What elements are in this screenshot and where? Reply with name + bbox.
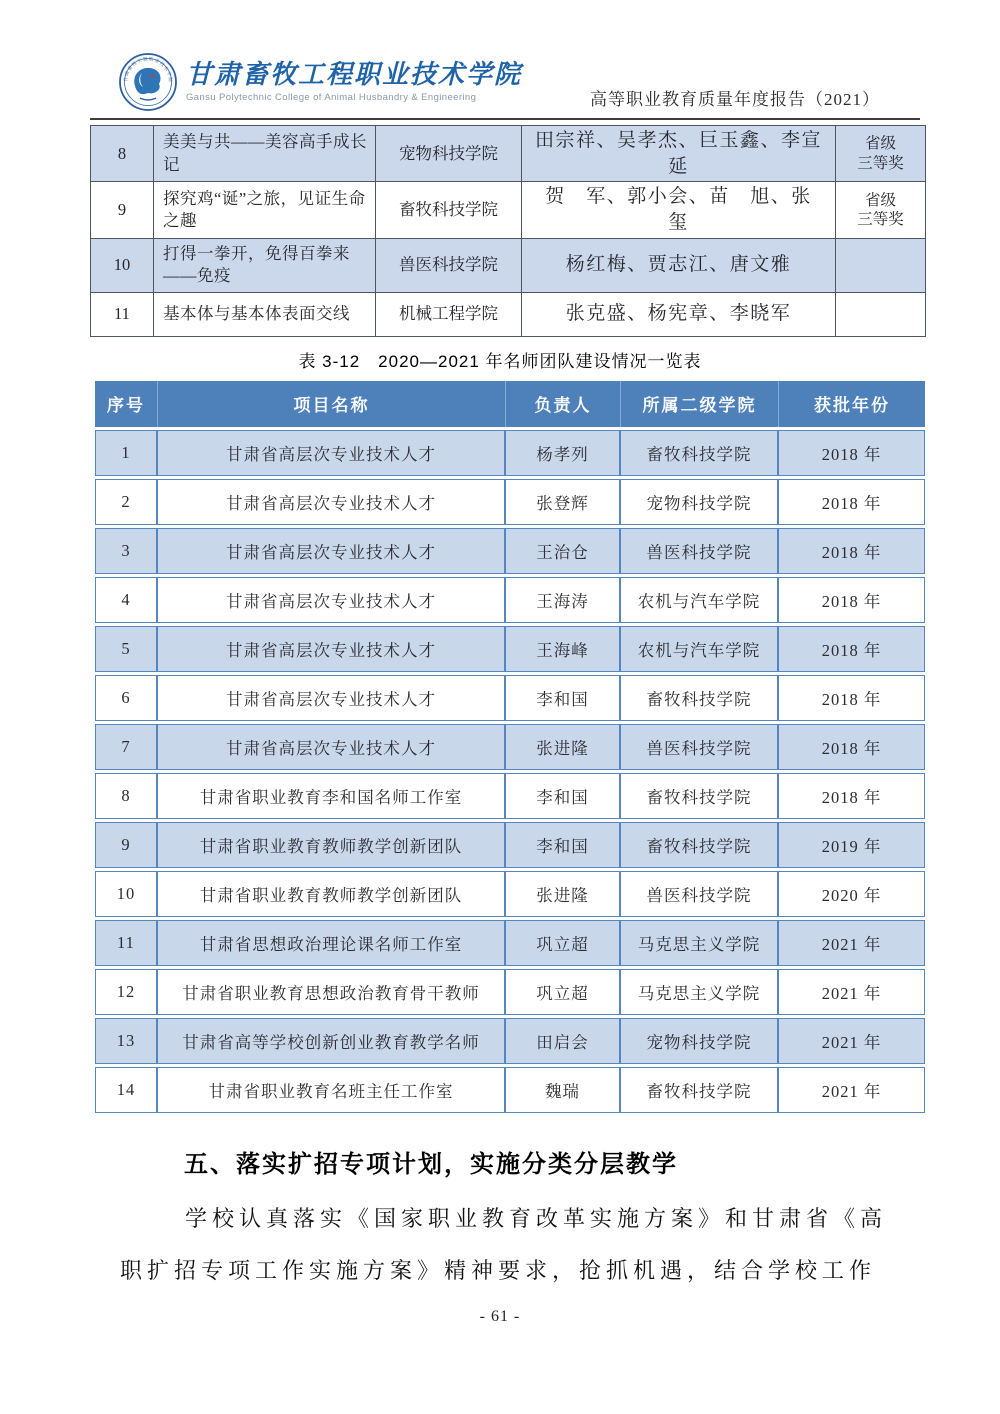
cell-year: 2018 年 (778, 430, 925, 476)
cell-leader: 巩立超 (505, 969, 620, 1015)
cell-college: 马克思主义学院 (620, 920, 778, 966)
cell-seq: 7 (95, 724, 157, 770)
cell-project: 甘肃省高层次专业技术人才 (157, 430, 505, 476)
cell-seq: 8 (91, 126, 154, 182)
cell-college: 畜牧科技学院 (620, 1067, 778, 1113)
team-table-row (95, 920, 925, 966)
cell-award (836, 292, 926, 336)
cell-leader: 张进隆 (505, 871, 620, 917)
cell-college: 宠物科技学院 (620, 479, 778, 525)
cell-college: 畜牧科技学院 (376, 182, 522, 238)
cell-project: 甘肃省职业教育教师教学创新团队 (157, 871, 505, 917)
col-header-leader: 负责人 (505, 381, 620, 427)
team-table-row (95, 626, 925, 672)
team-table-row (95, 479, 925, 525)
cell-college: 兽医科技学院 (620, 871, 778, 917)
cell-leader: 张进隆 (505, 724, 620, 770)
header-divider (90, 118, 920, 120)
cell-title: 基本体与基本体表面交线 (154, 292, 376, 336)
team-table-header-row (95, 381, 925, 427)
award-table (90, 125, 926, 337)
award-table-body (91, 126, 926, 337)
cell-year: 2020 年 (778, 871, 925, 917)
cell-members: 贺 军、郭小会、苗 旭、张 玺 (522, 182, 836, 238)
cell-year: 2018 年 (778, 773, 925, 819)
cell-project: 甘肃省高层次专业技术人才 (157, 626, 505, 672)
award-table-row (91, 238, 926, 292)
award-table-row (91, 292, 926, 336)
cell-college: 畜牧科技学院 (620, 822, 778, 868)
team-table-body (95, 430, 925, 1113)
cell-seq: 10 (95, 871, 157, 917)
cell-leader: 李和国 (505, 773, 620, 819)
team-table-row (95, 1067, 925, 1113)
cell-year: 2018 年 (778, 724, 925, 770)
cell-project: 甘肃省职业教育教师教学创新团队 (157, 822, 505, 868)
col-header-project: 项目名称 (157, 381, 505, 427)
cell-college: 机械工程学院 (376, 292, 522, 336)
paragraph-line-1: 学校认真落实《国家职业教育改革实施方案》和甘肃省《高 (185, 1205, 888, 1231)
cell-seq: 3 (95, 528, 157, 574)
award-table-row (91, 126, 926, 182)
cell-leader: 王治仓 (505, 528, 620, 574)
cell-project: 甘肃省高层次专业技术人才 (157, 479, 505, 525)
cell-project: 甘肃省职业教育李和国名师工作室 (157, 773, 505, 819)
cell-leader: 田启会 (505, 1018, 620, 1064)
cell-seq: 10 (91, 238, 154, 292)
cell-leader: 魏瑞 (505, 1067, 620, 1113)
college-logo (118, 52, 522, 112)
cell-seq: 9 (91, 182, 154, 238)
cell-project: 甘肃省高层次专业技术人才 (157, 528, 505, 574)
cell-college: 农机与汽车学院 (620, 577, 778, 623)
table-caption: 表 3-12 2020—2021 年名师团队建设情况一览表 (298, 351, 702, 371)
svg-text:甘肃畜牧工程职业技术学院: 甘肃畜牧工程职业技术学院 (122, 56, 174, 84)
team-table-row (95, 675, 925, 721)
cell-year: 2021 年 (778, 1018, 925, 1064)
cell-seq: 2 (95, 479, 157, 525)
cell-college: 畜牧科技学院 (620, 773, 778, 819)
cell-seq: 12 (95, 969, 157, 1015)
cell-award (836, 126, 926, 182)
cell-members: 杨红梅、贾志江、唐文雅 (522, 238, 836, 292)
cell-project: 甘肃省高层次专业技术人才 (157, 577, 505, 623)
cell-project: 甘肃省高等学校创新创业教育教学名师 (157, 1018, 505, 1064)
cell-seq: 13 (95, 1018, 157, 1064)
cell-title: 探究鸡“诞”之旅，见证生命之趣 (154, 182, 376, 238)
cell-year: 2019 年 (778, 822, 925, 868)
col-header-seq: 序号 (95, 381, 157, 427)
cell-seq: 4 (95, 577, 157, 623)
cell-seq: 8 (95, 773, 157, 819)
award-line: 三等奖 (857, 154, 904, 172)
cell-year: 2018 年 (778, 479, 925, 525)
cell-year: 2018 年 (778, 675, 925, 721)
team-table-row (95, 822, 925, 868)
team-table-row (95, 871, 925, 917)
cell-members: 田宗祥、吴孝杰、巨玉鑫、李宣延 (522, 126, 836, 182)
cell-college: 农机与汽车学院 (620, 626, 778, 672)
cell-seq: 1 (95, 430, 157, 476)
cell-seq: 5 (95, 626, 157, 672)
col-header-college: 所属二级学院 (620, 381, 778, 427)
team-table-row (95, 528, 925, 574)
cell-year: 2018 年 (778, 577, 925, 623)
cell-title: 美美与共——美容高手成长记 (154, 126, 376, 182)
cell-college: 畜牧科技学院 (620, 675, 778, 721)
team-table-row (95, 724, 925, 770)
report-title: 高等职业教育质量年度报告（2021） (590, 90, 880, 109)
cell-college: 兽医科技学院 (376, 238, 522, 292)
team-table-row (95, 430, 925, 476)
cell-college: 兽医科技学院 (620, 528, 778, 574)
cell-members: 张克盛、杨宪章、李晓军 (522, 292, 836, 336)
college-name-cn: 甘肃畜牧工程职业技术学院 (186, 59, 523, 89)
cell-leader: 李和国 (505, 822, 620, 868)
college-seal-icon (118, 52, 178, 112)
page-number: - 61 - (479, 1308, 521, 1325)
cell-college: 畜牧科技学院 (620, 430, 778, 476)
cell-year: 2021 年 (778, 920, 925, 966)
cell-project: 甘肃省思想政治理论课名师工作室 (157, 920, 505, 966)
cell-project: 甘肃省高层次专业技术人才 (157, 724, 505, 770)
award-line: 三等奖 (857, 210, 904, 228)
cell-year: 2021 年 (778, 969, 925, 1015)
cell-seq: 11 (91, 292, 154, 336)
cell-project: 甘肃省职业教育名班主任工作室 (157, 1067, 505, 1113)
col-header-year: 获批年份 (778, 381, 925, 427)
cell-college: 宠物科技学院 (376, 126, 522, 182)
cell-leader: 王海涛 (505, 577, 620, 623)
cell-leader: 李和国 (505, 675, 620, 721)
team-table-row (95, 577, 925, 623)
cell-award (836, 238, 926, 292)
cell-award (836, 182, 926, 238)
cell-college: 宠物科技学院 (620, 1018, 778, 1064)
cell-year: 2018 年 (778, 626, 925, 672)
team-table-row (95, 1018, 925, 1064)
cell-college: 马克思主义学院 (620, 969, 778, 1015)
team-table-head (95, 381, 925, 427)
college-logo-text (186, 61, 522, 104)
cell-leader: 王海峰 (505, 626, 620, 672)
cell-seq: 6 (95, 675, 157, 721)
award-table-row (91, 182, 926, 238)
team-table-row (95, 969, 925, 1015)
cell-leader: 张登辉 (505, 479, 620, 525)
team-table (95, 378, 925, 1116)
cell-seq: 14 (95, 1067, 157, 1113)
cell-seq: 9 (95, 822, 157, 868)
cell-year: 2021 年 (778, 1067, 925, 1113)
cell-leader: 巩立超 (505, 920, 620, 966)
paragraph-line-2: 职扩招专项工作实施方案》精神要求，抢抓机遇，结合学校工作 (120, 1257, 877, 1283)
award-line: 省级 (864, 135, 896, 153)
cell-leader: 杨孝列 (505, 430, 620, 476)
cell-seq: 11 (95, 920, 157, 966)
cell-project: 甘肃省职业教育思想政治教育骨干教师 (157, 969, 505, 1015)
cell-title: 打得一拳开，免得百拳来——免疫 (154, 238, 376, 292)
cell-year: 2018 年 (778, 528, 925, 574)
award-line: 省级 (864, 191, 896, 209)
college-name-en: Gansu Polytechnic College of Animal Husbandry & Engineering (186, 92, 477, 104)
team-table-row (95, 773, 925, 819)
section-heading: 五、落实扩招专项计划，实施分类分层教学 (184, 1150, 678, 1178)
cell-project: 甘肃省高层次专业技术人才 (157, 675, 505, 721)
page-header (118, 52, 880, 112)
cell-college: 兽医科技学院 (620, 724, 778, 770)
